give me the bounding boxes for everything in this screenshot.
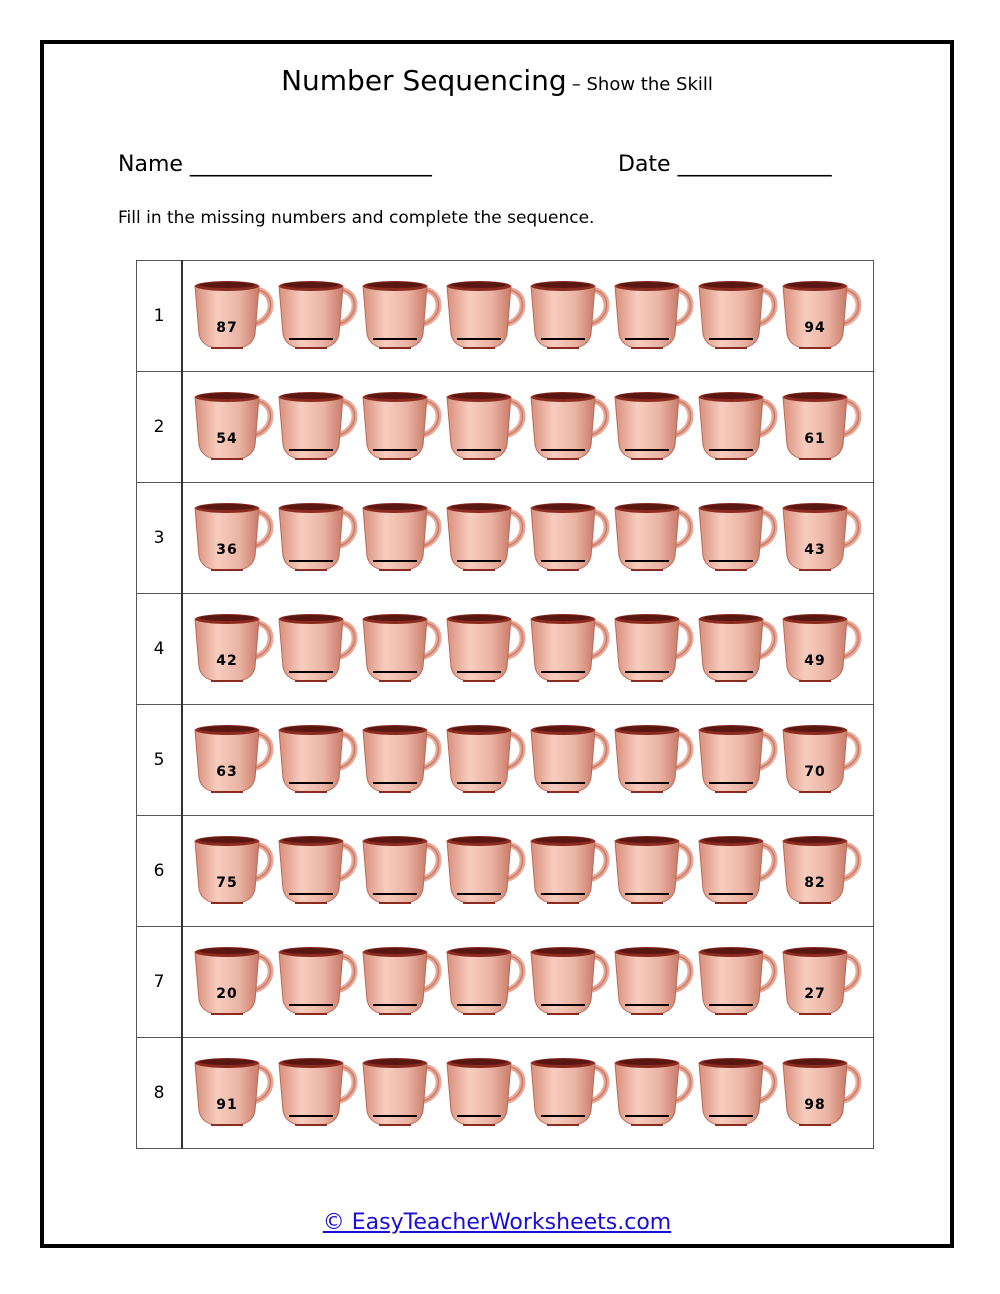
answer-blank[interactable]: [709, 671, 753, 673]
sequence-table: [136, 260, 874, 1149]
instructions-text: Fill in the missing numbers and complete the sequence.: [118, 208, 595, 228]
cup-icon: [191, 944, 275, 1020]
worksheet-page: [40, 40, 954, 1248]
cup-icon[interactable]: [275, 389, 359, 465]
cup-icon[interactable]: [527, 1055, 611, 1131]
cup-icon[interactable]: [695, 500, 779, 576]
footer-link[interactable]: © EasyTeacherWorksheets.com: [322, 1210, 672, 1235]
answer-blank[interactable]: [289, 1004, 333, 1006]
answer-blank[interactable]: [289, 671, 333, 673]
cup-sequence: [182, 372, 874, 483]
cup-icon[interactable]: [695, 944, 779, 1020]
cup-icon[interactable]: [359, 278, 443, 354]
cup-sequence: [182, 927, 874, 1038]
cup-icon: [191, 611, 275, 687]
row-number: 1: [137, 261, 183, 372]
answer-blank[interactable]: [457, 449, 501, 451]
answer-blank[interactable]: [373, 1115, 417, 1117]
page-title: [44, 64, 950, 97]
sequence-start-value: 54: [216, 431, 238, 447]
answer-blank[interactable]: [541, 1004, 585, 1006]
name-field: Name ______________________: [118, 152, 432, 177]
answer-blank[interactable]: [373, 1004, 417, 1006]
answer-blank[interactable]: [625, 1115, 669, 1117]
sequence-end-value: 61: [804, 431, 826, 447]
cup-icon[interactable]: [527, 500, 611, 576]
cup-icon[interactable]: [611, 833, 695, 909]
row-number: 2: [137, 372, 183, 483]
date-field: Date ______________: [618, 152, 832, 177]
answer-blank[interactable]: [541, 560, 585, 562]
cup-icon[interactable]: [611, 500, 695, 576]
answer-blank[interactable]: [625, 338, 669, 340]
answer-blank[interactable]: [541, 893, 585, 895]
cup-icon[interactable]: [443, 611, 527, 687]
answer-blank[interactable]: [373, 782, 417, 784]
answer-blank[interactable]: [373, 560, 417, 562]
row-number: 3: [137, 483, 183, 594]
answer-blank[interactable]: [625, 671, 669, 673]
answer-blank[interactable]: [625, 1004, 669, 1006]
cup-icon: [779, 500, 863, 576]
table-row: [137, 372, 874, 483]
sequence-start-value: 42: [216, 653, 238, 669]
cup-icon: [779, 722, 863, 798]
answer-blank[interactable]: [373, 449, 417, 451]
cup-sequence: [182, 261, 874, 372]
table-row: [137, 927, 874, 1038]
cup-icon[interactable]: [443, 389, 527, 465]
answer-blank[interactable]: [457, 560, 501, 562]
sequence-end-value: 94: [804, 320, 826, 336]
cup-icon[interactable]: [443, 278, 527, 354]
sequence-end-value: 70: [804, 764, 826, 780]
row-number: 6: [137, 816, 183, 927]
cup-icon[interactable]: [359, 1055, 443, 1131]
table-row: [137, 261, 874, 372]
answer-blank[interactable]: [457, 338, 501, 340]
sequence-start-value: 36: [216, 542, 238, 558]
cup-icon[interactable]: [359, 500, 443, 576]
answer-blank[interactable]: [289, 560, 333, 562]
answer-blank[interactable]: [541, 671, 585, 673]
row-number: 8: [137, 1038, 183, 1149]
cup-icon[interactable]: [695, 722, 779, 798]
table-row: [137, 816, 874, 927]
answer-blank[interactable]: [373, 671, 417, 673]
table-row: [137, 1038, 874, 1149]
answer-blank[interactable]: [457, 1004, 501, 1006]
answer-blank[interactable]: [289, 893, 333, 895]
cup-icon[interactable]: [275, 500, 359, 576]
cup-sequence: [182, 594, 874, 705]
answer-blank[interactable]: [457, 671, 501, 673]
sequence-end-value: 27: [804, 986, 826, 1002]
cup-icon: [191, 389, 275, 465]
cup-icon: [191, 1055, 275, 1131]
answer-blank[interactable]: [709, 893, 753, 895]
cup-icon[interactable]: [527, 278, 611, 354]
cup-icon[interactable]: [275, 611, 359, 687]
sequence-end-value: 98: [804, 1097, 826, 1113]
cup-icon[interactable]: [443, 500, 527, 576]
cup-icon: [191, 278, 275, 354]
answer-blank[interactable]: [289, 449, 333, 451]
answer-blank[interactable]: [709, 782, 753, 784]
cup-icon[interactable]: [527, 611, 611, 687]
cup-icon[interactable]: [527, 833, 611, 909]
answer-blank[interactable]: [541, 338, 585, 340]
cup-icon[interactable]: [527, 944, 611, 1020]
cup-sequence: [182, 816, 874, 927]
answer-blank[interactable]: [709, 1004, 753, 1006]
cup-icon: [779, 278, 863, 354]
cup-icon[interactable]: [611, 1055, 695, 1131]
cup-icon[interactable]: [611, 389, 695, 465]
answer-blank[interactable]: [625, 449, 669, 451]
answer-blank[interactable]: [709, 338, 753, 340]
cup-icon: [779, 1055, 863, 1131]
cup-icon[interactable]: [359, 944, 443, 1020]
cup-icon: [779, 944, 863, 1020]
answer-blank[interactable]: [541, 782, 585, 784]
cup-icon[interactable]: [443, 1055, 527, 1131]
sequence-end-value: 82: [804, 875, 826, 891]
row-number: 5: [137, 705, 183, 816]
cup-icon[interactable]: [695, 833, 779, 909]
cup-icon[interactable]: [611, 944, 695, 1020]
cup-icon[interactable]: [359, 833, 443, 909]
title-main: Number Sequencing: [281, 64, 567, 97]
answer-blank[interactable]: [373, 893, 417, 895]
table-row: [137, 594, 874, 705]
table-row: [137, 705, 874, 816]
cup-icon: [779, 611, 863, 687]
answer-blank[interactable]: [625, 782, 669, 784]
cup-icon: [191, 500, 275, 576]
cup-icon[interactable]: [275, 722, 359, 798]
cup-icon: [191, 722, 275, 798]
cup-icon[interactable]: [611, 278, 695, 354]
sequence-start-value: 87: [216, 320, 238, 336]
table-row: [137, 483, 874, 594]
answer-blank[interactable]: [457, 782, 501, 784]
cup-icon: [779, 833, 863, 909]
cup-icon[interactable]: [275, 944, 359, 1020]
cup-icon[interactable]: [443, 944, 527, 1020]
cup-icon[interactable]: [611, 722, 695, 798]
answer-blank[interactable]: [541, 1115, 585, 1117]
answer-blank[interactable]: [289, 782, 333, 784]
row-number: 7: [137, 927, 183, 1038]
cup-icon[interactable]: [275, 1055, 359, 1131]
cup-icon[interactable]: [275, 278, 359, 354]
title-subtitle: – Show the Skill: [571, 74, 713, 95]
answer-blank[interactable]: [289, 338, 333, 340]
answer-blank[interactable]: [457, 1115, 501, 1117]
sequence-start-value: 20: [216, 986, 238, 1002]
cup-icon[interactable]: [443, 833, 527, 909]
sequence-end-value: 43: [804, 542, 826, 558]
answer-blank[interactable]: [625, 893, 669, 895]
sequence-start-value: 75: [216, 875, 238, 891]
cup-icon[interactable]: [359, 722, 443, 798]
answer-blank[interactable]: [625, 560, 669, 562]
cup-icon[interactable]: [275, 833, 359, 909]
answer-blank[interactable]: [457, 893, 501, 895]
sequence-start-value: 91: [216, 1097, 238, 1113]
cup-icon[interactable]: [527, 722, 611, 798]
answer-blank[interactable]: [289, 1115, 333, 1117]
answer-blank[interactable]: [709, 560, 753, 562]
cup-icon[interactable]: [443, 722, 527, 798]
cup-icon[interactable]: [611, 611, 695, 687]
cup-icon[interactable]: [695, 389, 779, 465]
sequence-end-value: 49: [804, 653, 826, 669]
row-number: 4: [137, 594, 183, 705]
cup-icon[interactable]: [695, 278, 779, 354]
answer-blank[interactable]: [373, 338, 417, 340]
cup-sequence: [182, 483, 874, 594]
cup-icon: [191, 833, 275, 909]
answer-blank[interactable]: [541, 449, 585, 451]
cup-icon[interactable]: [359, 389, 443, 465]
cup-icon[interactable]: [695, 611, 779, 687]
footer: [44, 1210, 950, 1235]
answer-blank[interactable]: [709, 449, 753, 451]
cup-icon: [779, 389, 863, 465]
sequence-start-value: 63: [216, 764, 238, 780]
cup-icon[interactable]: [695, 1055, 779, 1131]
cup-sequence: [182, 1038, 874, 1149]
cup-icon[interactable]: [527, 389, 611, 465]
cup-sequence: [182, 705, 874, 816]
answer-blank[interactable]: [709, 1115, 753, 1117]
cup-icon[interactable]: [359, 611, 443, 687]
